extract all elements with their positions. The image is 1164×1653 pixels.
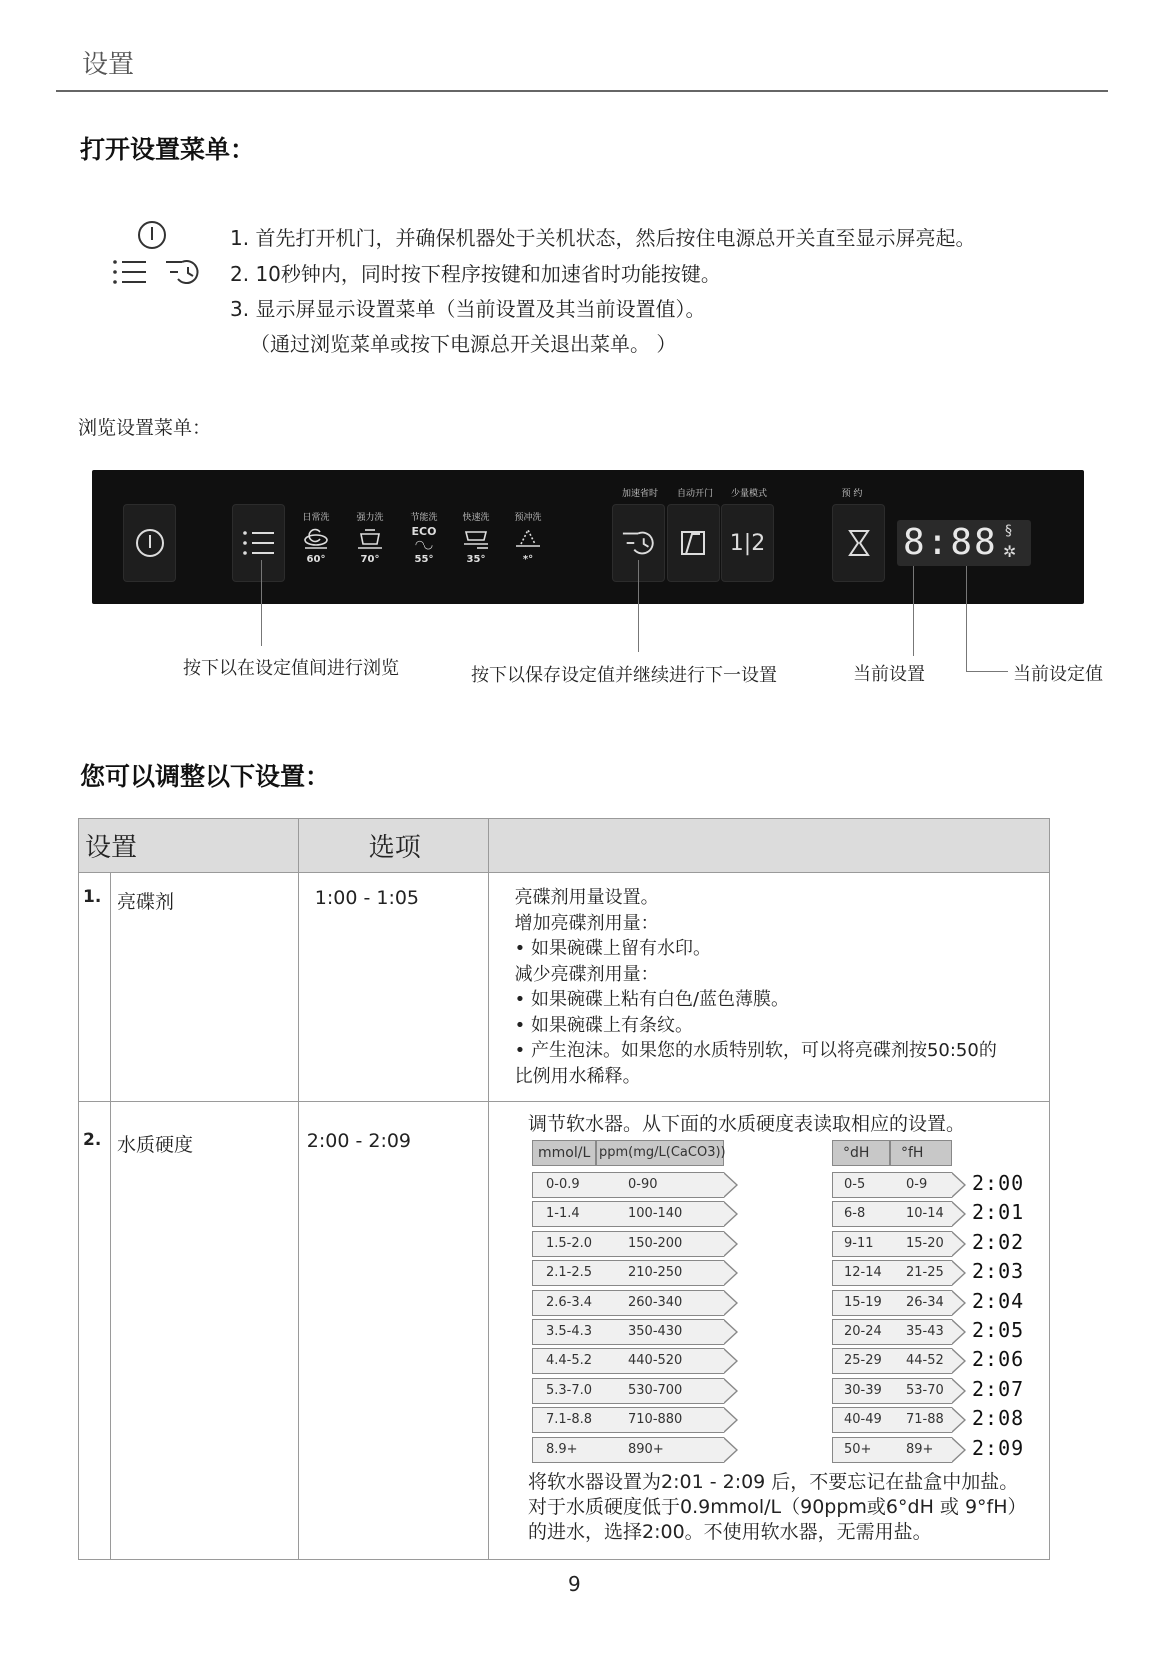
delay-button[interactable] [832, 504, 885, 582]
dh-value: 40-49 [844, 1412, 882, 1428]
program-list-icon [242, 529, 276, 557]
control-panel [92, 470, 1084, 604]
hardness-setting-code: 2:05 [972, 1318, 1025, 1342]
program-temp-prewash: *° [522, 554, 534, 565]
hardness-bar-left [532, 1231, 740, 1257]
row-options: 2:00 - 2:09 [298, 1102, 488, 1560]
hardness-bar-right [832, 1378, 964, 1404]
ppm-value: 890+ [628, 1441, 664, 1457]
fh-value: 89+ [906, 1441, 934, 1457]
hourglass-icon [847, 529, 871, 557]
speed-clock-icon [164, 257, 202, 291]
dh-value: 50+ [844, 1441, 872, 1457]
fh-value: 71-88 [906, 1412, 944, 1428]
hardness-bar-left [532, 1201, 740, 1227]
program-temp-intensive: 70° [360, 554, 380, 565]
footer-line: 对于水质硬度低于0.9mmol/L（90ppm或6°dH 或 9°fH） [528, 1496, 1027, 1518]
prewash-icon [515, 526, 541, 550]
header-divider [56, 90, 1108, 92]
desc-line: • 如果碗碟上有条纹。 [514, 1014, 693, 1036]
delay-label: 预 约 [841, 489, 863, 499]
program-temp-quick: 35° [466, 554, 486, 565]
hardness-bar-left [532, 1378, 740, 1404]
hardness-setting-code: 2:09 [972, 1435, 1025, 1460]
hardness-setting-code: 2:01 [972, 1200, 1025, 1225]
dh-value: 9-11 [844, 1235, 874, 1251]
daily-wash-icon [303, 526, 329, 550]
ppm-value: 530-700 [628, 1382, 683, 1398]
leader-line-speed [638, 560, 639, 652]
dh-value: 30-39 [844, 1382, 882, 1398]
dh-value: 15-19 [844, 1294, 882, 1310]
hardness-bar-right [832, 1290, 964, 1316]
mmol-value: 2.1-2.5 [546, 1265, 593, 1281]
leader-line-current-setting [913, 566, 914, 656]
header-ppm: ppm(mg/L(CaCO3)) [596, 1140, 724, 1166]
table-row [79, 873, 1050, 1102]
program-temp-eco: 55° [414, 554, 434, 565]
row-description [488, 873, 1049, 1102]
fh-value: 15-20 [906, 1235, 944, 1251]
program-label-daily: 日常洗 [302, 513, 330, 523]
hardness-setting-code: 2:02 [972, 1229, 1025, 1254]
open-menu-heading: 打开设置菜单： [80, 135, 256, 164]
digital-display [897, 520, 1031, 566]
hardness-bar-right [832, 1201, 964, 1227]
program-label-quick: 快速洗 [462, 513, 490, 523]
program-list-icon [112, 258, 148, 290]
header-fh: °fH [890, 1140, 952, 1166]
power-icon [133, 526, 167, 560]
desc-line: 减少亮碟剂用量： [514, 963, 659, 985]
row-number: 1. [79, 873, 111, 1102]
hardness-footer [528, 1470, 1027, 1545]
speed-clock-icon [621, 528, 657, 558]
hardness-bar-right [832, 1260, 964, 1286]
func-label-autodoor: 自动开门 [676, 489, 713, 499]
ppm-value: 100-140 [628, 1206, 683, 1222]
mmol-value: 0-0.9 [546, 1177, 580, 1192]
callout-current-value: 当前设定值 [1013, 664, 1103, 685]
hardness-setting-code: 2:04 [972, 1288, 1025, 1313]
intensive-wash-icon [357, 526, 383, 550]
page-header-title: 设置 [82, 50, 135, 80]
step-note: （通过浏览菜单或按下电源总开关退出菜单。 ） [250, 332, 677, 356]
hardness-bar-left [532, 1319, 740, 1345]
ppm-value: 210-250 [628, 1265, 683, 1281]
fh-value: 44-52 [906, 1353, 944, 1369]
salt-icon: § [1005, 523, 1012, 539]
fh-value: 35-43 [906, 1324, 944, 1339]
browse-label: 浏览设置菜单： [78, 417, 212, 439]
mmol-value: 7.1-8.8 [546, 1412, 593, 1428]
step-1: 1. 首先打开机门，并确保机器处于关机状态，然后按住电源总开关直至显示屏亮起。 [230, 226, 976, 250]
desc-line: 增加亮碟剂用量： [514, 912, 659, 934]
dh-value: 12-14 [844, 1265, 882, 1281]
rinse-aid-icon: ✲ [1003, 542, 1017, 561]
fh-value: 26-34 [906, 1294, 944, 1310]
leader-line-current-value [966, 566, 967, 672]
hardness-bar-right [832, 1231, 964, 1257]
hardness-bar-right [832, 1172, 964, 1198]
hardness-setting-code: 2:08 [972, 1406, 1025, 1431]
step-3: 3. 显示屏显示设置菜单（当前设置及其当前设置值）。 [230, 297, 706, 321]
hardness-intro: 调节软水器。从下面的水质硬度表读取相应的设置。 [528, 1113, 966, 1135]
ppm-value: 440-520 [628, 1353, 683, 1369]
row-setting-name: 亮碟剂 [110, 873, 298, 1102]
callout-current-setting: 当前设置 [853, 664, 925, 685]
hardness-setting-code: 2:00 [972, 1171, 1025, 1195]
desc-line: • 产生泡沫。如果您的水质特别软，可以将亮碟剂按50:50的 [514, 1040, 997, 1061]
display-digits: 8:88 [903, 522, 998, 563]
fh-value: 21-25 [906, 1265, 944, 1281]
quick-wash-icon [463, 526, 489, 550]
dh-value: 25-29 [844, 1353, 882, 1369]
header-options: 选项 [298, 819, 488, 873]
func-label-speed: 加速省时 [621, 489, 658, 499]
program-temp-daily: 60° [306, 554, 326, 565]
fh-value: 0-9 [906, 1177, 928, 1192]
header-dh: °dH [832, 1140, 890, 1166]
eco-wash-icon: ECO ◠◡ [411, 525, 437, 551]
header-setting: 设置 [79, 819, 299, 873]
hardness-bar-right [832, 1407, 964, 1433]
dh-value: 6-8 [844, 1206, 866, 1222]
step-2: 2. 10秒钟内，同时按下程序按键和加速省时功能按键。 [230, 262, 721, 286]
desc-line: 亮碟剂用量设置。 [514, 887, 659, 908]
hardness-bar-left [532, 1407, 740, 1433]
desc-line: • 如果碗碟上粘有白色/蓝色薄膜。 [514, 989, 790, 1010]
mmol-value: 5.3-7.0 [546, 1382, 593, 1398]
page-number: 9 [568, 1572, 581, 1596]
hardness-bar-right [832, 1437, 964, 1463]
hardness-bar-right [832, 1348, 964, 1374]
power-button[interactable] [123, 504, 176, 582]
header-mmol: mmol/L [532, 1140, 596, 1166]
footer-line: 的进水，选择2:00。不使用软水器，无需用盐。 [528, 1521, 932, 1543]
desc-line: • 如果碗碟上留有水印。 [514, 938, 711, 959]
dh-value: 0-5 [844, 1177, 866, 1192]
desc-line: 比例用水稀释。 [514, 1065, 641, 1087]
fh-value: 10-14 [906, 1206, 944, 1222]
header-description [488, 819, 1049, 873]
mmol-value: 2.6-3.4 [546, 1294, 593, 1310]
row-setting-name: 水质硬度 [110, 1102, 298, 1560]
hardness-bar-left [532, 1348, 740, 1374]
hardness-bar-left [532, 1172, 740, 1198]
mmol-value: 8.9+ [546, 1441, 578, 1457]
hardness-setting-code: 2:07 [972, 1376, 1025, 1401]
hardness-bar-left [532, 1290, 740, 1316]
auto-door-icon [678, 528, 710, 558]
ppm-value: 350-430 [628, 1324, 683, 1339]
program-label-eco: 节能洗 [410, 513, 438, 523]
power-icon [135, 218, 169, 256]
hardness-setting-code: 2:06 [972, 1347, 1025, 1372]
row-options: 1:00 - 1:05 [298, 873, 488, 1102]
hardness-bar-left [532, 1437, 740, 1463]
hardness-bar-right [832, 1319, 964, 1345]
program-label-intensive: 强力洗 [356, 513, 384, 523]
auto-door-button[interactable] [667, 504, 720, 582]
footer-line: 将软水器设置为2:01 - 2:09 后，不要忘记在盐盒中加盐。 [528, 1471, 1019, 1493]
callout-save-next: 按下以保存设定值并继续进行下一设置 [471, 665, 777, 686]
ppm-value: 150-200 [628, 1235, 683, 1251]
ppm-value: 260-340 [628, 1294, 683, 1310]
program-label-prewash: 预冲洗 [514, 513, 542, 523]
adjust-heading: 您可以调整以下设置： [80, 762, 331, 791]
fh-value: 53-70 [906, 1382, 944, 1398]
callout-browse-values: 按下以在设定值间进行浏览 [183, 658, 399, 679]
row-number: 2. [79, 1102, 111, 1560]
mmol-value: 1.5-2.0 [546, 1235, 593, 1251]
leader-line-program [261, 560, 262, 646]
half-load-button[interactable]: 1|2 [721, 504, 774, 582]
mmol-value: 1-1.4 [546, 1206, 580, 1222]
dh-value: 20-24 [844, 1324, 882, 1339]
mmol-value: 4.4-5.2 [546, 1353, 593, 1369]
hardness-setting-code: 2:03 [972, 1259, 1025, 1284]
hardness-bar-left [532, 1260, 740, 1286]
ppm-value: 0-90 [628, 1177, 658, 1192]
program-button[interactable] [232, 504, 285, 582]
leader-line-current-value-h [966, 671, 1008, 672]
ppm-value: 710-880 [628, 1412, 683, 1428]
func-label-halfload: 少量模式 [730, 489, 767, 499]
mmol-value: 3.5-4.3 [546, 1324, 593, 1339]
